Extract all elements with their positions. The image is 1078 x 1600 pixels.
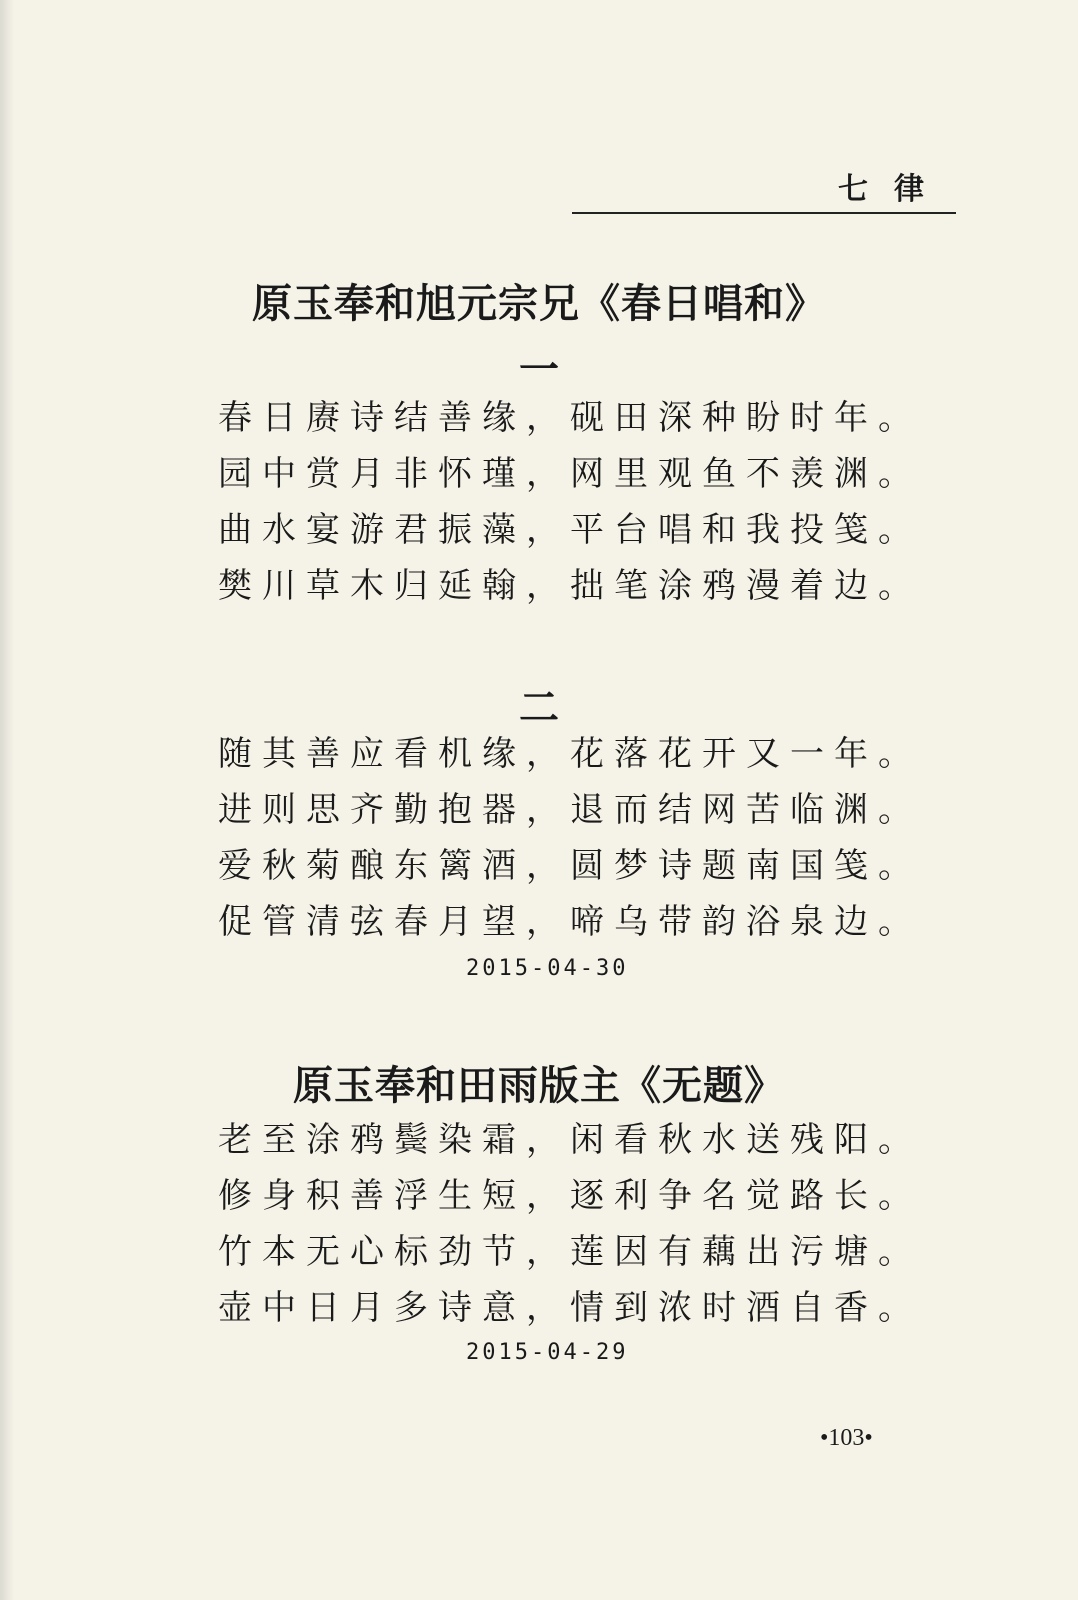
poem-2-date: 2015-04-29 xyxy=(466,1340,629,1365)
poem-1-part-2-verse xyxy=(218,726,922,950)
section-header xyxy=(572,170,956,214)
verse-line: 曲水宴游君振藻，平台唱和我投笺。 xyxy=(218,510,922,550)
verse-line: 老至涂鸦鬓染霜，闲看秋水送残阳。 xyxy=(218,1120,922,1160)
poem-1-part-2-number: 二 xyxy=(519,684,559,731)
verse-line: 随其善应看机缘，花落花开又一年。 xyxy=(218,734,922,774)
poem-2-verse xyxy=(218,1112,922,1336)
verse-line: 壶中日月多诗意，情到浓时酒自香。 xyxy=(218,1288,922,1328)
poem-2-title: 原玉奉和田雨版主《无题》 xyxy=(293,1062,785,1109)
verse-line: 修身积善浮生短，逐利争名觉路长。 xyxy=(218,1176,922,1216)
page-edge-shadow xyxy=(0,0,14,1600)
poem-1-title: 原玉奉和旭元宗兄《春日唱和》 xyxy=(252,280,826,327)
verse-line: 促管清弦春月望，啼乌带韵浴泉边。 xyxy=(218,902,922,942)
section-title: 七律 xyxy=(838,172,950,207)
poem-1-date: 2015-04-30 xyxy=(466,956,629,981)
verse-line: 进则思齐勤抱器，退而结网苦临渊。 xyxy=(218,790,922,830)
poem-1-part-1-verse xyxy=(218,390,922,614)
verse-line: 樊川草木归延翰，拙笔涂鸦漫着边。 xyxy=(218,566,922,606)
page-number: •103• xyxy=(820,1425,873,1451)
verse-line: 竹本无心标劲节，莲因有藕出污塘。 xyxy=(218,1232,922,1272)
verse-line: 园中赏月非怀瑾，网里观鱼不羡渊。 xyxy=(218,454,922,494)
verse-line: 春日赓诗结善缘，砚田深种盼时年。 xyxy=(218,398,922,438)
verse-line: 爱秋菊酿东篱酒，圆梦诗题南国笺。 xyxy=(218,846,922,886)
poem-1-part-1-number: 一 xyxy=(519,346,559,393)
